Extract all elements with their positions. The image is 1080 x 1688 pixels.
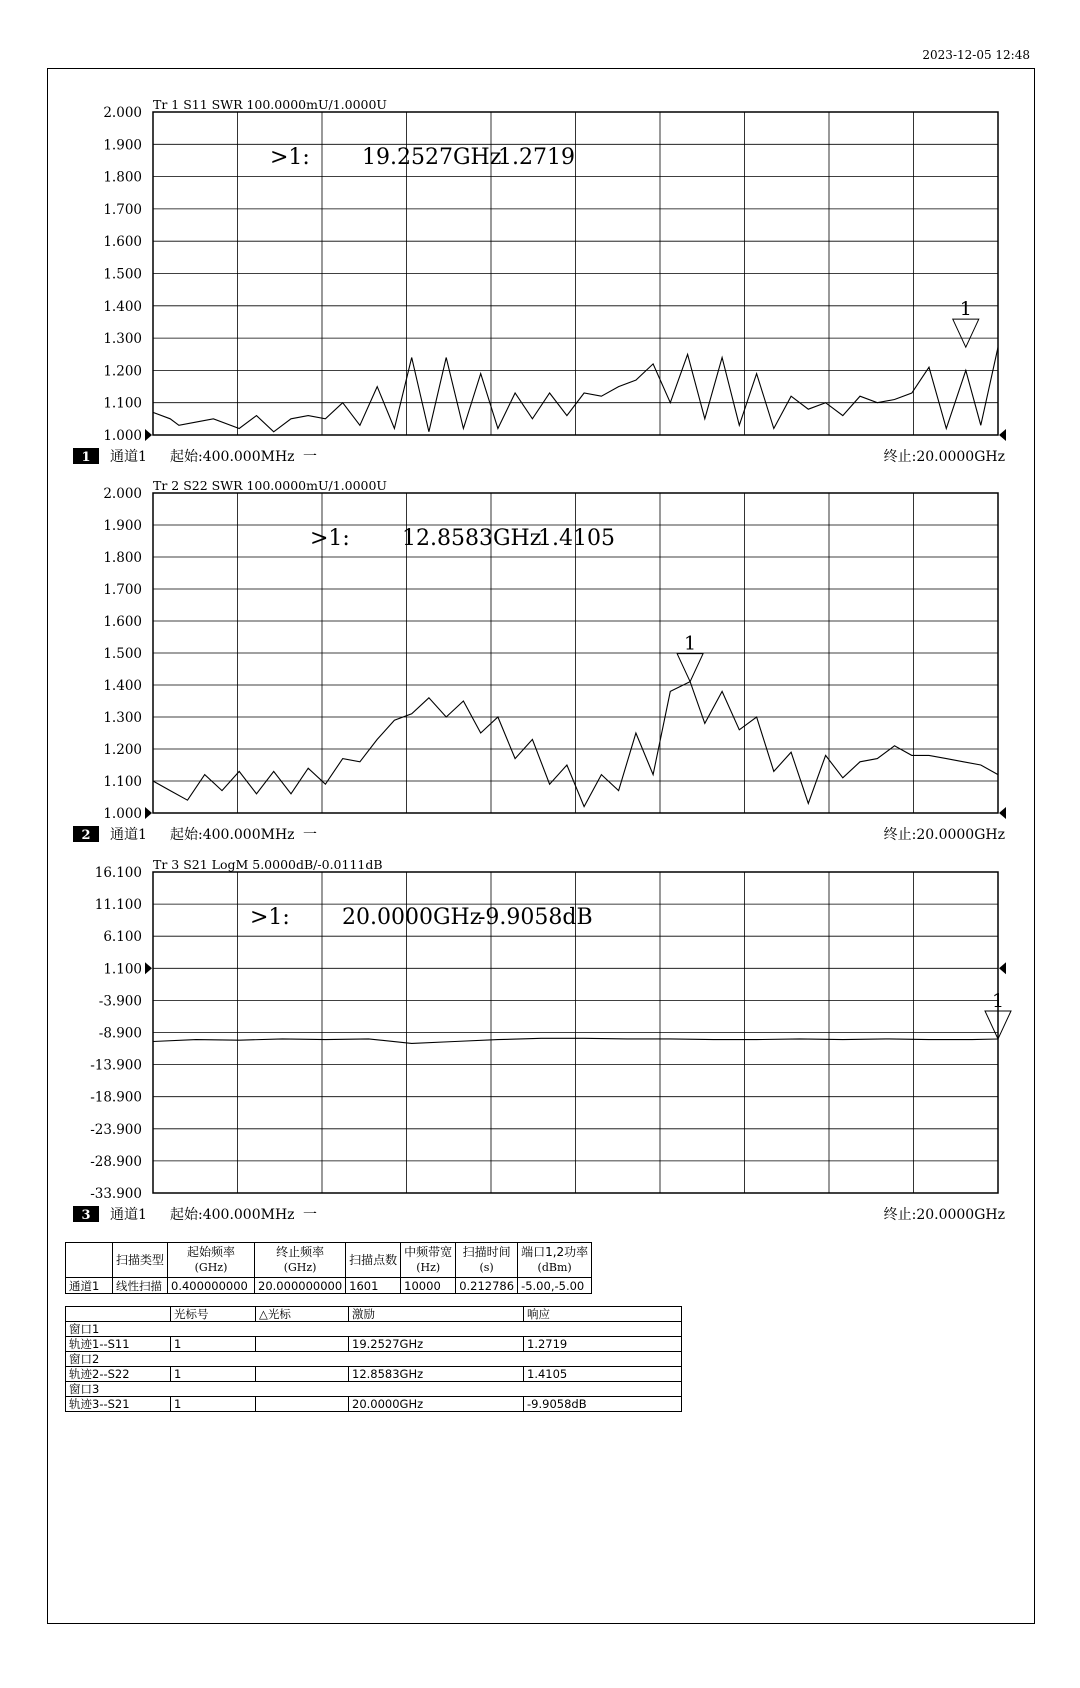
marker-triangle bbox=[677, 654, 703, 682]
marker-number: 1 bbox=[171, 1367, 256, 1382]
reference-arrow-right bbox=[999, 962, 1006, 974]
window-row bbox=[66, 1382, 682, 1397]
channel-number: 1 bbox=[81, 450, 91, 465]
trace-title: Tr 1 S11 SWR 100.0000mU/1.0000U bbox=[153, 97, 387, 112]
trace-name: 轨迹2--S22 bbox=[66, 1367, 171, 1382]
y-tick-label: -28.900 bbox=[90, 1153, 142, 1170]
y-tick-label: -8.900 bbox=[98, 1025, 142, 1042]
marker-readout-prefix: >1: bbox=[250, 905, 290, 930]
response-value: 1.2719 bbox=[524, 1337, 682, 1352]
y-tick-label: 16.100 bbox=[94, 865, 142, 881]
marker-header-cell: 光标号 bbox=[171, 1307, 256, 1322]
y-tick-label: -18.900 bbox=[90, 1089, 142, 1106]
y-tick-label: 1.100 bbox=[103, 395, 142, 412]
stop-frequency: 终止:20.0000GHz bbox=[883, 827, 1005, 843]
stop-frequency: 终止:20.0000GHz bbox=[883, 1207, 1005, 1223]
table-cell: 通道1 bbox=[66, 1278, 113, 1294]
marker-table bbox=[65, 1306, 682, 1412]
marker-number: 1 bbox=[171, 1397, 256, 1412]
start-frequency: 起始:400.000MHz bbox=[170, 827, 295, 843]
y-tick-label: -33.900 bbox=[90, 1186, 142, 1202]
y-tick-label: -13.900 bbox=[90, 1057, 142, 1074]
table-row bbox=[66, 1397, 682, 1412]
y-tick-label: -3.900 bbox=[98, 993, 142, 1010]
y-tick-label: 1.900 bbox=[103, 137, 142, 154]
channel-table-header-cell: 扫描类型 bbox=[113, 1243, 168, 1278]
marker-header-cell: 激励 bbox=[349, 1307, 524, 1322]
table-row bbox=[66, 1278, 592, 1294]
response-value: 1.4105 bbox=[524, 1367, 682, 1382]
channel-table-header-cell: 端口1,2功率 (dBm) bbox=[518, 1243, 592, 1278]
delta-marker bbox=[256, 1337, 349, 1352]
trace-name: 轨迹1--S11 bbox=[66, 1337, 171, 1352]
marker-number: 1 bbox=[991, 989, 1005, 1012]
y-tick-label: 1.000 bbox=[103, 428, 142, 444]
marker-number: 1 bbox=[171, 1337, 256, 1352]
reference-arrow-left bbox=[145, 807, 152, 819]
marker-header-cell: 响应 bbox=[524, 1307, 682, 1322]
channel-number: 3 bbox=[81, 1208, 91, 1223]
marker-header-cell: △光标 bbox=[256, 1307, 349, 1322]
channel-table-header-cell bbox=[66, 1243, 113, 1278]
stimulus-value: 20.0000GHz bbox=[349, 1397, 524, 1412]
channel-settings-table bbox=[65, 1242, 592, 1294]
start-dash: 一 bbox=[303, 827, 317, 843]
channel-table-header bbox=[66, 1243, 592, 1278]
reference-arrow-left bbox=[145, 429, 152, 441]
window-label: 窗口1 bbox=[66, 1322, 682, 1337]
marker-readout-value: 1.4105 bbox=[538, 526, 615, 551]
y-tick-label: 1.600 bbox=[103, 234, 142, 251]
start-frequency: 起始:400.000MHz bbox=[170, 1207, 295, 1223]
marker-number: 1 bbox=[684, 632, 697, 655]
table-cell: 1601 bbox=[346, 1278, 401, 1294]
response-value: -9.9058dB bbox=[524, 1397, 682, 1412]
y-tick-label: -23.900 bbox=[90, 1121, 142, 1138]
trace-name: 轨迹3--S21 bbox=[66, 1397, 171, 1412]
y-tick-label: 1.300 bbox=[103, 710, 142, 726]
marker-readout-frequency: 19.2527GHz bbox=[362, 145, 502, 170]
channel-table-header-cell: 扫描时间 (s) bbox=[456, 1243, 518, 1278]
stop-frequency: 终止:20.0000GHz bbox=[883, 449, 1005, 465]
marker-readout-prefix: >1: bbox=[310, 526, 350, 551]
channel-table-header-cell: 终止频率 (GHz) bbox=[255, 1243, 346, 1278]
marker-header-cell bbox=[66, 1307, 171, 1322]
y-tick-label: 1.400 bbox=[103, 678, 142, 694]
window-row bbox=[66, 1352, 682, 1367]
channel-table-header-cell: 中频带宽 (Hz) bbox=[401, 1243, 456, 1278]
table-cell: 0.400000000 bbox=[168, 1278, 255, 1294]
channel-number: 2 bbox=[81, 828, 91, 843]
delta-marker bbox=[256, 1367, 349, 1382]
table-cell: 20.000000000 bbox=[255, 1278, 346, 1294]
window-row bbox=[66, 1322, 682, 1337]
marker-readout-prefix: >1: bbox=[270, 145, 310, 170]
table-cell: 0.212786 bbox=[456, 1278, 518, 1294]
marker-triangle bbox=[953, 319, 979, 347]
y-tick-label: 2.000 bbox=[103, 105, 142, 121]
window-label: 窗口2 bbox=[66, 1352, 682, 1367]
stimulus-value: 19.2527GHz bbox=[349, 1337, 524, 1352]
y-tick-label: 1.800 bbox=[103, 550, 142, 566]
channel-label: 通道1 bbox=[110, 1207, 147, 1223]
table-cell: -5.00,-5.00 bbox=[518, 1278, 592, 1294]
y-tick-label: 2.000 bbox=[103, 486, 142, 502]
y-tick-label: 11.100 bbox=[94, 897, 142, 914]
trace-title: Tr 3 S21 LogM 5.0000dB/-0.0111dB bbox=[153, 857, 383, 872]
delta-marker bbox=[256, 1397, 349, 1412]
y-tick-label: 1.000 bbox=[103, 806, 142, 822]
start-dash: 一 bbox=[303, 1207, 317, 1223]
channel-table-header-cell: 扫描点数 bbox=[346, 1243, 401, 1278]
table-row bbox=[66, 1337, 682, 1352]
marker-readout-value: -9.9058dB bbox=[478, 905, 593, 930]
table-cell: 10000 bbox=[401, 1278, 456, 1294]
y-tick-label: 1.700 bbox=[103, 582, 142, 598]
marker-readout-frequency: 12.8583GHz bbox=[402, 526, 542, 551]
y-tick-label: 1.400 bbox=[103, 298, 142, 315]
channel-label: 通道1 bbox=[110, 827, 147, 843]
marker-readout-value: 1.2719 bbox=[498, 145, 575, 170]
marker-readout-frequency: 20.0000GHz bbox=[342, 905, 482, 930]
table-cell: 线性扫描 bbox=[113, 1278, 168, 1294]
y-tick-label: 1.500 bbox=[103, 266, 142, 283]
y-tick-label: 1.200 bbox=[103, 742, 142, 758]
y-tick-label: 1.800 bbox=[103, 169, 142, 186]
table-row bbox=[66, 1367, 682, 1382]
marker-table-header bbox=[66, 1307, 682, 1322]
y-tick-label: 1.100 bbox=[103, 961, 142, 978]
reference-arrow-right bbox=[999, 429, 1006, 441]
y-tick-label: 1.100 bbox=[103, 774, 142, 790]
marker-number: 1 bbox=[959, 298, 972, 321]
y-tick-label: 6.100 bbox=[103, 929, 142, 946]
start-dash: 一 bbox=[303, 449, 317, 465]
stimulus-value: 12.8583GHz bbox=[349, 1367, 524, 1382]
y-tick-label: 1.300 bbox=[103, 331, 142, 348]
y-tick-label: 1.600 bbox=[103, 614, 142, 630]
trace-title: Tr 2 S22 SWR 100.0000mU/1.0000U bbox=[153, 478, 387, 493]
channel-table-header-cell: 起始频率 (GHz) bbox=[168, 1243, 255, 1278]
channel-label: 通道1 bbox=[110, 449, 147, 465]
print-timestamp: 2023-12-05 12:48 bbox=[922, 48, 1030, 62]
y-tick-label: 1.200 bbox=[103, 363, 142, 380]
reference-arrow-left bbox=[145, 962, 152, 974]
reference-arrow-right bbox=[999, 807, 1006, 819]
start-frequency: 起始:400.000MHz bbox=[170, 449, 295, 465]
y-tick-label: 1.500 bbox=[103, 646, 142, 662]
window-label: 窗口3 bbox=[66, 1382, 682, 1397]
y-tick-label: 1.700 bbox=[103, 201, 142, 218]
y-tick-label: 1.900 bbox=[103, 518, 142, 534]
